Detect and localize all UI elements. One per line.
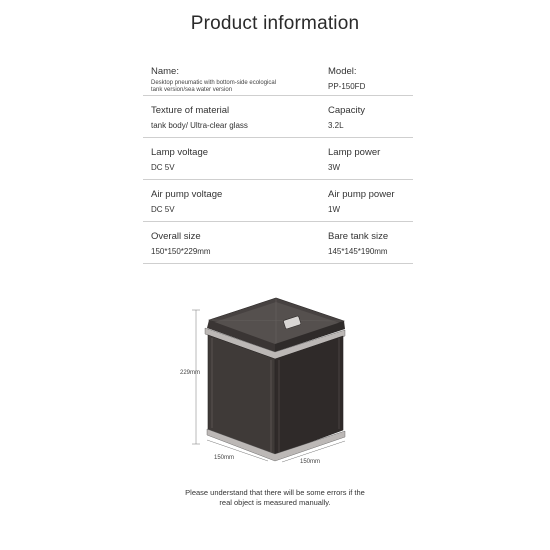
spec-value: tank body/ Ultra-clear glass — [151, 121, 248, 130]
page-title: Product information — [190, 13, 360, 34]
spec-value: 3W — [328, 163, 340, 172]
spec-label: Air pump voltage — [151, 189, 223, 200]
spec-value: tank version/sea water version — [151, 87, 233, 93]
note-line: real object is measured manually. — [219, 498, 331, 507]
width-dimension-right: 150mm — [300, 459, 321, 465]
height-dimension: 229mm — [180, 370, 201, 376]
spec-value: 145*145*190mm — [328, 247, 388, 256]
measurement-note — [0, 488, 550, 508]
spec-value: PP-150FD — [328, 82, 366, 91]
spec-label: Lamp voltage — [151, 147, 209, 158]
spec-label: Overall size — [151, 231, 201, 242]
spec-label: Name: — [151, 66, 179, 77]
spec-value: DC 5V — [151, 205, 175, 214]
spec-label: Capacity — [328, 105, 365, 116]
spec-value: 150*150*229mm — [151, 247, 211, 256]
spec-label: Bare tank size — [328, 231, 389, 242]
spec-label: Model: — [328, 66, 357, 77]
spec-label: Texture of material — [151, 105, 230, 116]
spec-label: Air pump power — [328, 189, 395, 200]
spec-label: Lamp power — [328, 147, 381, 158]
spec-value: Desktop pneumatic with bottom-side ecological — [151, 80, 277, 86]
note-line: Please understand that there will be some errors if the — [185, 488, 365, 497]
spec-value: 1W — [328, 205, 340, 214]
width-dimension-left: 150mm — [214, 455, 235, 461]
spec-value: DC 5V — [151, 163, 175, 172]
spec-value: 3.2L — [328, 121, 344, 130]
